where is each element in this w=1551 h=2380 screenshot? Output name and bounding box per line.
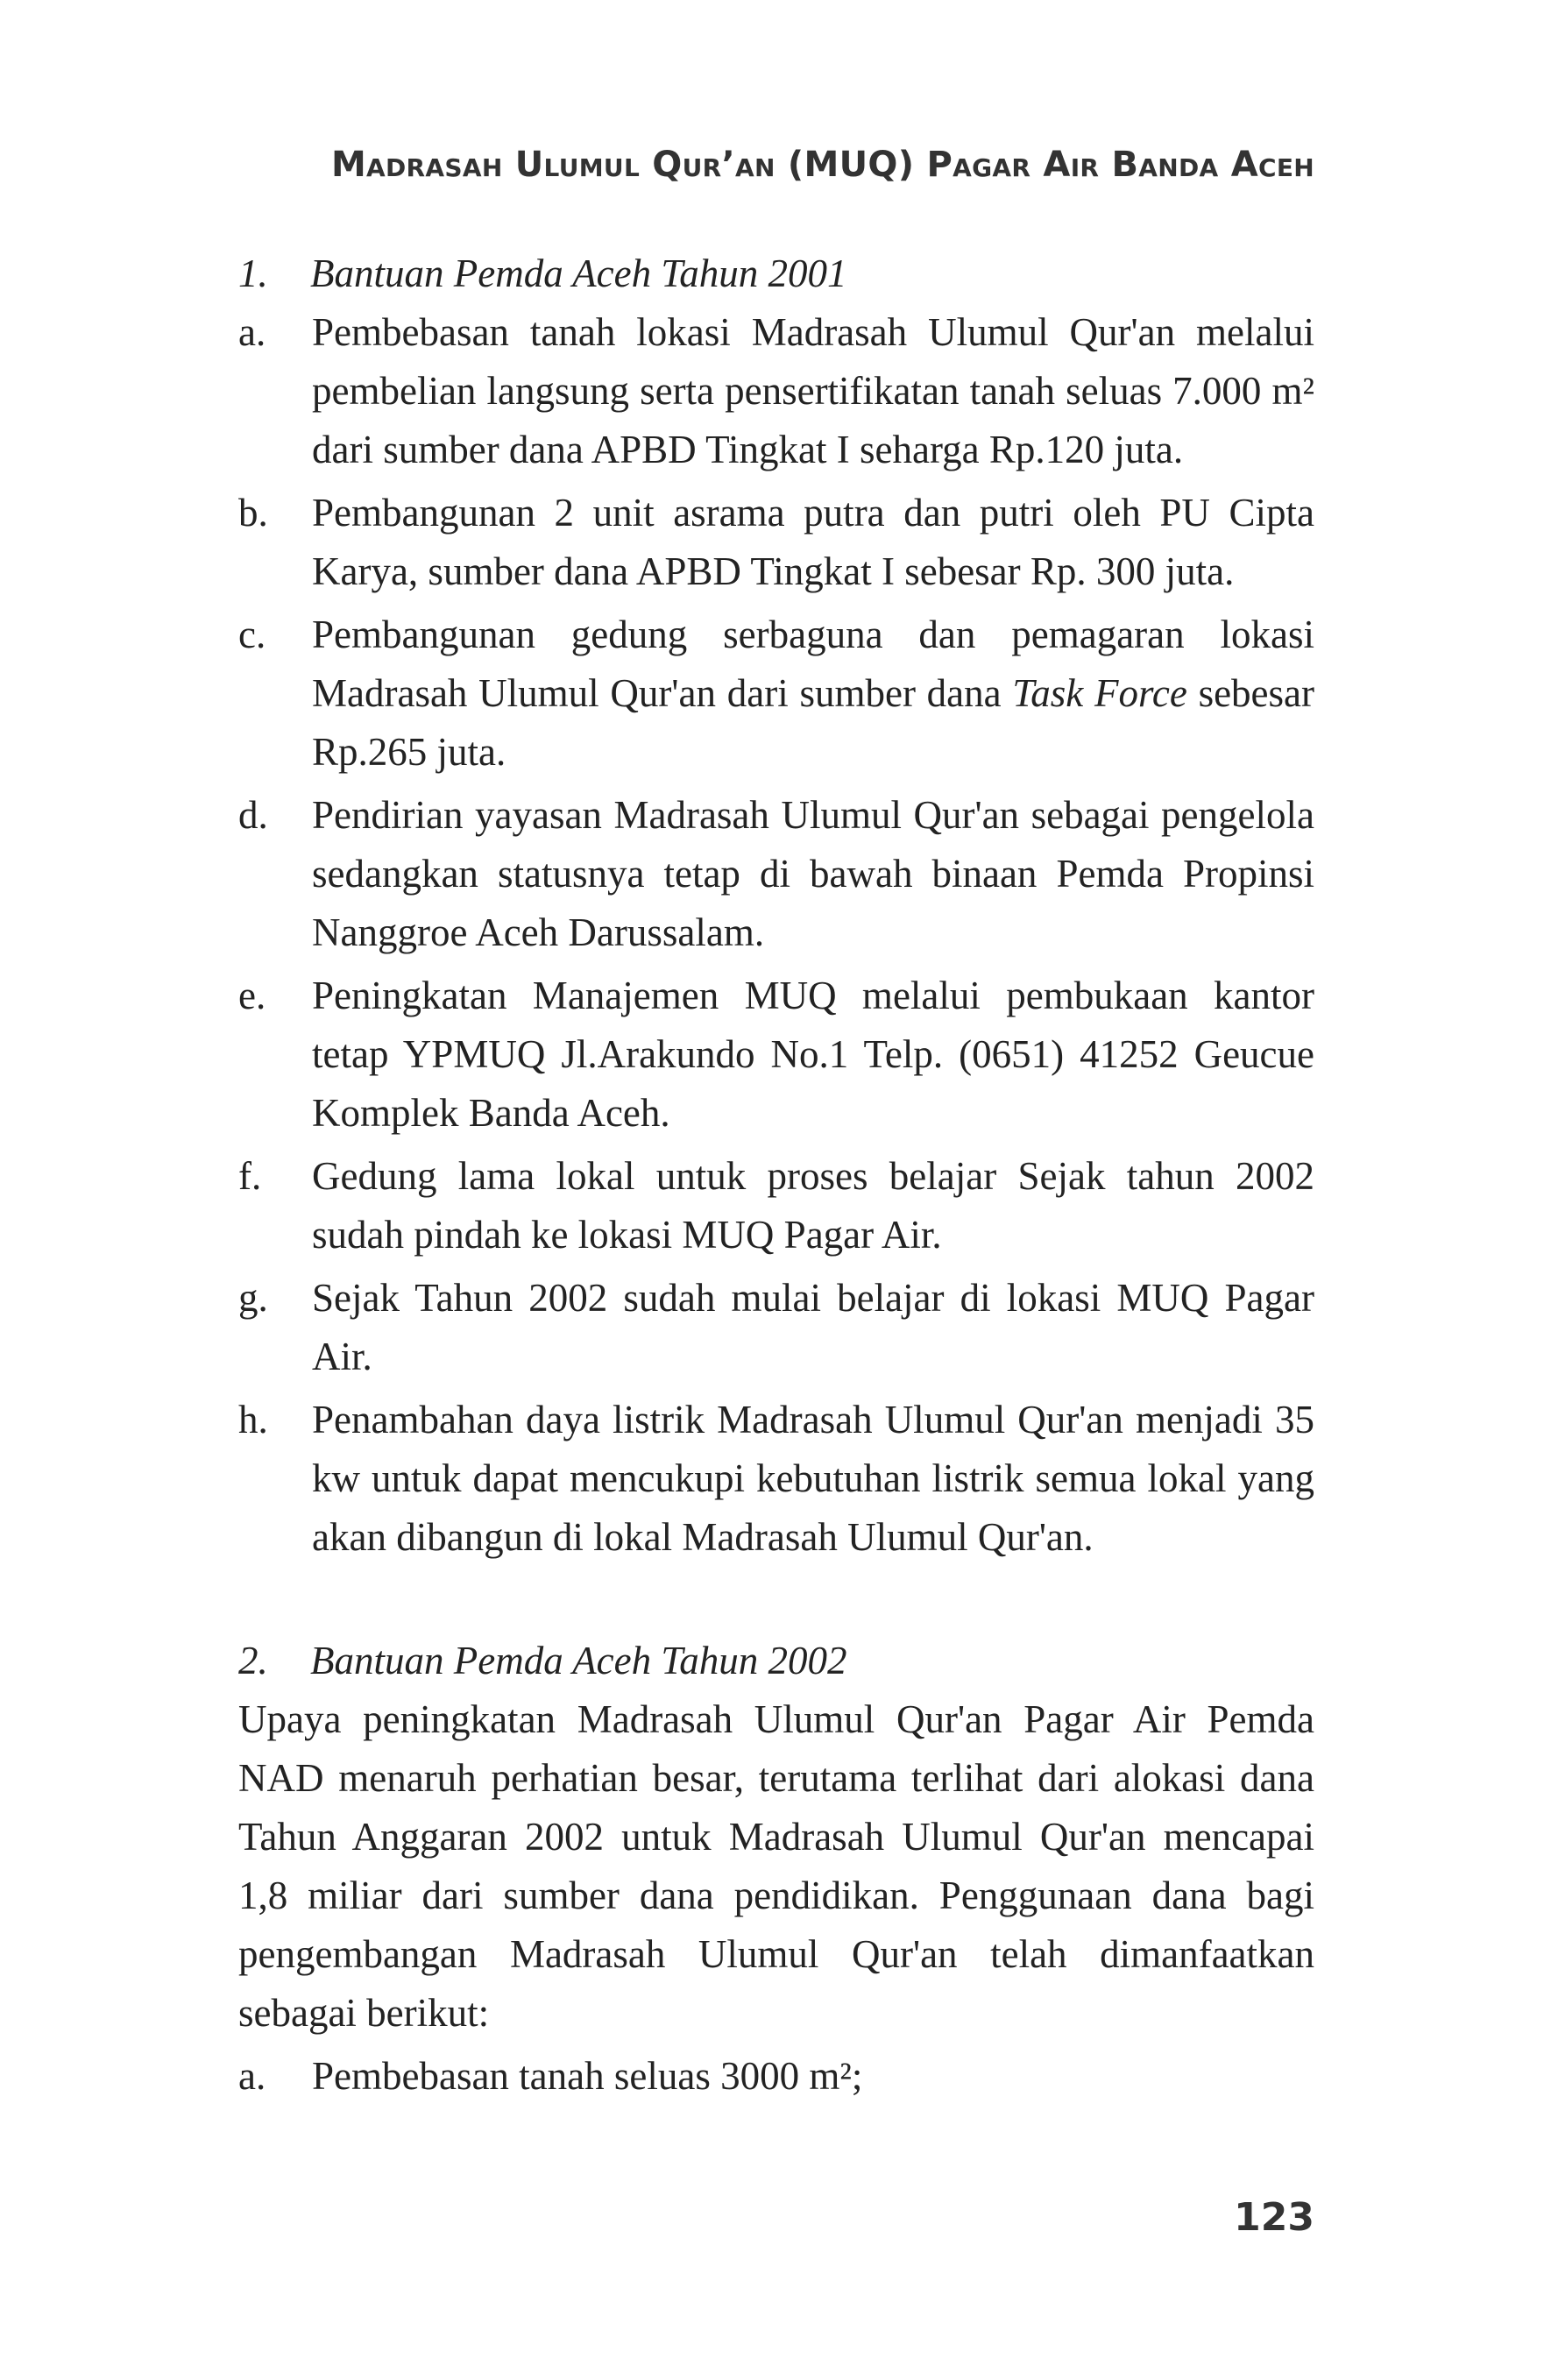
list-item xyxy=(238,786,1314,962)
list-item-text: Gedung lama lokal untuk proses belajar Sejak tahun 2002 sudah pindah ke lokasi MUQ Pagar Air. xyxy=(312,1154,1314,1257)
list-item-text: Pembebasan tanah lokasi Madrasah Ulumul Qur'an melalui pembelian langsung serta pensertifikatan tanah seluas 7.000 m² dari sumber dana APBD Tingkat I seharga Rp.120 juta. xyxy=(312,310,1314,471)
list-marker: a. xyxy=(238,310,266,354)
list-marker: g. xyxy=(238,1276,268,1320)
list-marker: a. xyxy=(238,2054,266,2098)
list-item xyxy=(238,303,1314,479)
list-marker: h. xyxy=(238,1398,268,1441)
text-segment: sebesar Rp.265 juta. xyxy=(312,671,1314,774)
list-item xyxy=(238,967,1314,1143)
list-item-text: Peningkatan Manajemen MUQ melalui pembukaan kantor tetap YPMUQ Jl.Arakundo No.1 Telp. (0651) 41252 Geucue Komplek Banda Aceh. xyxy=(312,974,1314,1135)
list-item xyxy=(238,484,1314,601)
page-number: 123 xyxy=(1234,2195,1314,2240)
running-header: Madrasah Ulumul Qur’an (MUQ) Pagar Air Banda Aceh xyxy=(330,145,1314,185)
list-item-text: Pembangunan 2 unit asrama putra dan putri oleh PU Cipta Karya, sumber dana APBD Tingkat I sebesar Rp. 300 juta. xyxy=(312,491,1314,593)
body-paragraph: Upaya peningkatan Madrasah Ulumul Qur'an Pagar Air Pemda NAD menaruh perhatian besar, terutama terlihat dari alokasi dana Tahun Anggaran 2002 untuk Madrasah Ulumul Qur'an mencapai 1,8 miliar dari sumber dana pendidikan. Penggunaan dana bagi pengembangan Madrasah Ulumul Qur'an telah dimanfaatkan sebagai berikut: xyxy=(238,1697,1314,2035)
section-number: 2. xyxy=(238,1639,268,1682)
list-marker: d. xyxy=(238,793,268,837)
section-bantuan-2002 xyxy=(238,1632,1314,2110)
italic-term: Task Force xyxy=(1012,671,1187,715)
list-item-text: Pembebasan tanah seluas 3000 m²; xyxy=(312,2054,863,2098)
list-item-text: Penambahan daya listrik Madrasah Ulumul Qur'an menjadi 35 kw untuk dapat mencukupi kebutuhan listrik semua lokal yang akan dibangun di lokal Madrasah Ulumul Qur'an. xyxy=(312,1398,1314,1559)
section-bantuan-2001 xyxy=(238,244,1314,1571)
list-item-text xyxy=(312,606,1314,782)
section-number: 1. xyxy=(238,251,268,295)
list-item-text: Pendirian yayasan Madrasah Ulumul Qur'an sebagai pengelola sedangkan statusnya tetap di bawah binaan Pemda Propinsi Nanggroe Aceh Darussalam. xyxy=(312,793,1314,954)
list-item xyxy=(238,1147,1314,1264)
text-segment: Pembangunan gedung serbaguna dan pemagaran lokasi Madrasah Ulumul Qur'an dari sumber dana xyxy=(312,613,1314,715)
list-item-text: Sejak Tahun 2002 sudah mulai belajar di lokasi MUQ Pagar Air. xyxy=(312,1276,1314,1378)
list-marker: c. xyxy=(238,613,266,656)
list-item xyxy=(238,2047,1314,2106)
list-item xyxy=(238,606,1314,782)
list-marker: e. xyxy=(238,974,266,1017)
list-marker: b. xyxy=(238,491,268,535)
section-heading xyxy=(238,1632,1314,1690)
section-title: Bantuan Pemda Aceh Tahun 2001 xyxy=(310,251,847,295)
section-title: Bantuan Pemda Aceh Tahun 2002 xyxy=(310,1639,847,1682)
list-marker: f. xyxy=(238,1154,262,1198)
section-heading xyxy=(238,244,1314,303)
list-item xyxy=(238,1391,1314,1567)
list-item xyxy=(238,1269,1314,1386)
